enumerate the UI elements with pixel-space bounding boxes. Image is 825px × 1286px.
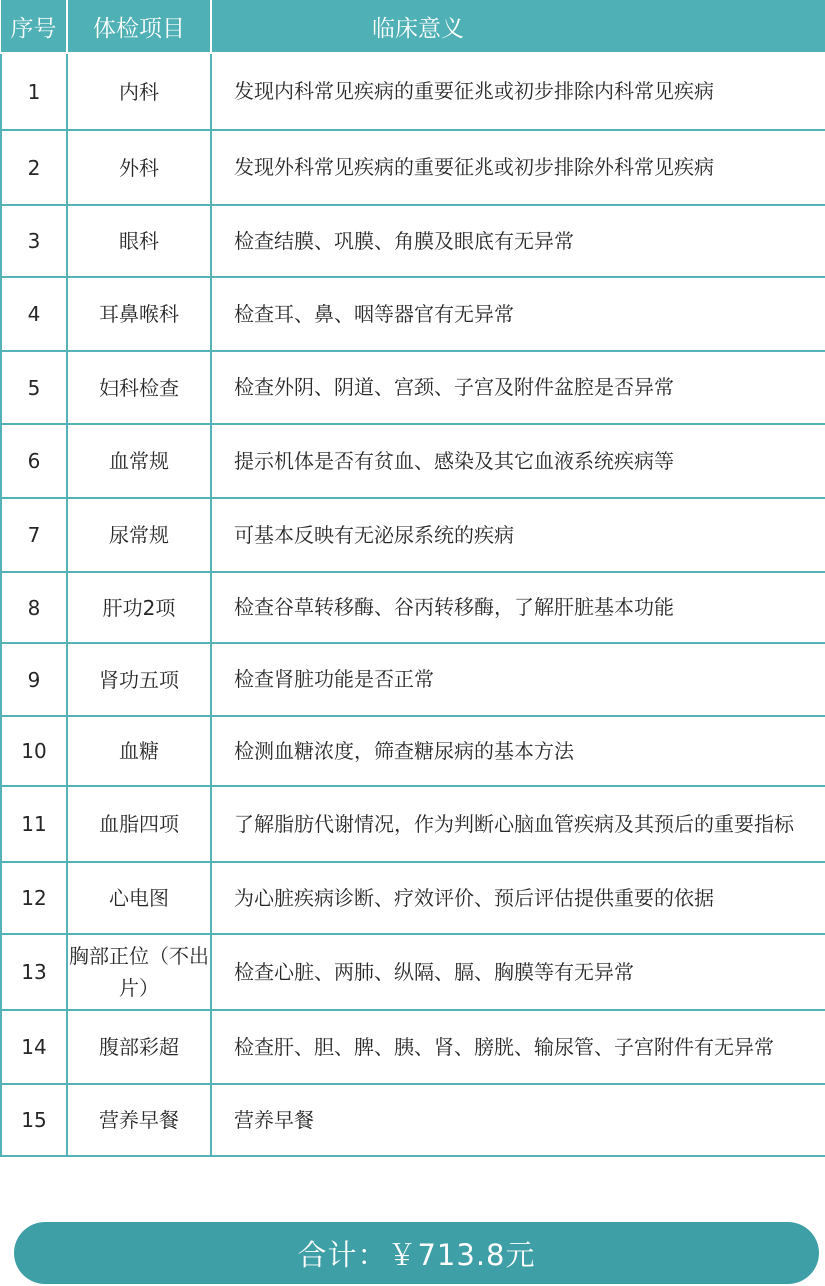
row-seq: 11	[1, 786, 67, 862]
row-item: 胸部正位（不出片）	[67, 934, 211, 1010]
header-seq: 序号	[1, 0, 67, 53]
row-seq: 6	[1, 424, 67, 498]
row-seq: 14	[1, 1010, 67, 1084]
row-item: 肝功2项	[67, 572, 211, 643]
row-item: 腹部彩超	[67, 1010, 211, 1084]
row-item: 内科	[67, 53, 211, 130]
row-meaning: 发现内科常见疾病的重要征兆或初步排除内科常见疾病	[211, 53, 825, 130]
row-seq: 8	[1, 572, 67, 643]
row-seq: 5	[1, 351, 67, 424]
table-row	[1, 1010, 825, 1084]
table-row	[1, 1084, 825, 1156]
row-meaning: 了解脂肪代谢情况，作为判断心脑血管疾病及其预后的重要指标	[211, 786, 825, 862]
row-seq: 10	[1, 716, 67, 786]
row-item: 外科	[67, 130, 211, 205]
row-meaning: 发现外科常见疾病的重要征兆或初步排除外科常见疾病	[211, 130, 825, 205]
table-row	[1, 786, 825, 862]
row-meaning: 营养早餐	[211, 1084, 825, 1156]
row-seq: 9	[1, 643, 67, 716]
header-meaning: 临床意义	[211, 0, 825, 53]
table-header-row	[1, 0, 825, 53]
header-item: 体检项目	[67, 0, 211, 53]
table-row	[1, 53, 825, 130]
table-row	[1, 424, 825, 498]
table-row	[1, 205, 825, 277]
row-seq: 15	[1, 1084, 67, 1156]
row-meaning: 提示机体是否有贫血、感染及其它血液系统疾病等	[211, 424, 825, 498]
table-row	[1, 277, 825, 351]
row-seq: 2	[1, 130, 67, 205]
row-meaning: 检查结膜、巩膜、角膜及眼底有无异常	[211, 205, 825, 277]
row-meaning: 检查肝、胆、脾、胰、肾、膀胱、输尿管、子宫附件有无异常	[211, 1010, 825, 1084]
table-row	[1, 643, 825, 716]
table-row	[1, 351, 825, 424]
table-row	[1, 862, 825, 934]
table-row	[1, 716, 825, 786]
row-meaning: 检查心脏、两肺、纵隔、膈、胸膜等有无异常	[211, 934, 825, 1010]
total-price-label: 合计：￥713.8元	[297, 1237, 536, 1272]
row-item: 耳鼻喉科	[67, 277, 211, 351]
row-seq: 13	[1, 934, 67, 1010]
row-seq: 1	[1, 53, 67, 130]
table-row	[1, 130, 825, 205]
table-row	[1, 498, 825, 572]
row-seq: 4	[1, 277, 67, 351]
row-meaning: 检查耳、鼻、咽等器官有无异常	[211, 277, 825, 351]
row-item: 心电图	[67, 862, 211, 934]
row-meaning: 检查肾脏功能是否正常	[211, 643, 825, 716]
row-seq: 12	[1, 862, 67, 934]
row-meaning: 检查外阴、阴道、宫颈、子宫及附件盆腔是否异常	[211, 351, 825, 424]
row-seq: 3	[1, 205, 67, 277]
row-item: 血常规	[67, 424, 211, 498]
row-item: 肾功五项	[67, 643, 211, 716]
table-row	[1, 934, 825, 1010]
row-meaning: 为心脏疾病诊断、疗效评价、预后评估提供重要的依据	[211, 862, 825, 934]
table-row	[1, 572, 825, 643]
total-price-bar	[14, 1222, 819, 1284]
row-item: 尿常规	[67, 498, 211, 572]
row-meaning: 检测血糖浓度，筛查糖尿病的基本方法	[211, 716, 825, 786]
row-meaning: 可基本反映有无泌尿系统的疾病	[211, 498, 825, 572]
row-item: 血糖	[67, 716, 211, 786]
row-item: 眼科	[67, 205, 211, 277]
row-seq: 7	[1, 498, 67, 572]
row-item: 血脂四项	[67, 786, 211, 862]
row-item: 妇科检查	[67, 351, 211, 424]
row-item: 营养早餐	[67, 1084, 211, 1156]
row-meaning: 检查谷草转移酶、谷丙转移酶，了解肝脏基本功能	[211, 572, 825, 643]
